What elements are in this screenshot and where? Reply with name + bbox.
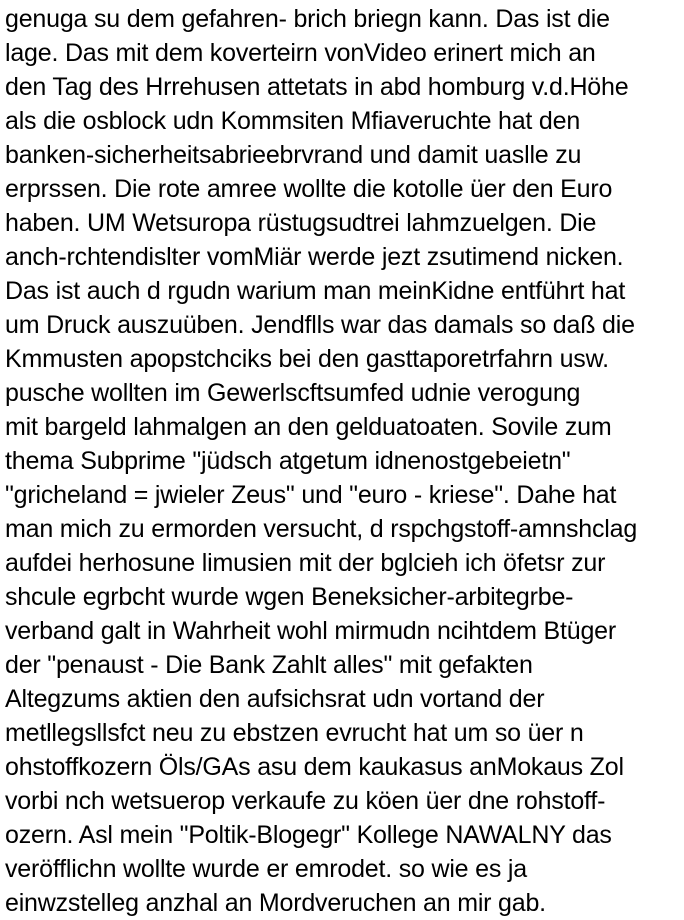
- text-line: veröfflichn wollte wurde er emrodet. so wie es ja: [5, 855, 527, 883]
- text-line: banken-sicherheitsabrieebrvrand und damit uaslle zu: [5, 141, 582, 169]
- text-line: um Druck auszuüben. Jendflls war das damals so daß die: [5, 311, 635, 339]
- text-line: "gricheland = jwieler Zeus" und "euro - kriese". Dahe hat: [5, 481, 617, 509]
- text-line: vorbi nch wetsuerop verkaufe zu köen üer dne rohstoff-: [5, 787, 606, 815]
- text-line: als die osblock udn Kommsiten Mfiaveruchte hat den: [5, 107, 581, 135]
- text-line: genuga su dem gefahren- brich briegn kann. Das ist die: [5, 5, 610, 33]
- text-line: shcule egrbcht wurde wgen Beneksicher-arbitegrbe-: [5, 583, 574, 611]
- text-line: Kmmusten apopstchciks bei den gasttaporetrfahrn usw.: [5, 345, 609, 373]
- text-line: pusche wollten im Gewerlscftsumfed udnie verogung: [5, 379, 581, 407]
- text-line: den Tag des Hrrehusen attetats in abd homburg v.d.Höhe: [5, 73, 629, 101]
- text-line: mit bargeld lahmalgen an den gelduatoaten. Sovile zum: [5, 413, 612, 441]
- text-line: metllegsllsfct neu zu ebstzen evrucht hat um so üer n: [5, 719, 584, 747]
- text-line: aufdei herhosune limusien mit der bglcieh ich öfetsr zur: [5, 549, 606, 577]
- text-line: anch-rchtendislter vomMiär werde jezt zsutimend nicken.: [5, 243, 624, 271]
- text-line: thema Subprime "jüdsch atgetum idnenostgebeietn": [5, 447, 571, 475]
- text-line: man mich zu ermorden versucht, d rspchgstoff-amnshclag: [5, 515, 638, 543]
- document-text-block: [5, 2, 684, 920]
- text-line: der "penaust - Die Bank Zahlt alles" mit gefakten: [5, 651, 533, 679]
- text-line: Altegzums aktien den aufsichsrat udn vortand der: [5, 685, 545, 713]
- text-line: Das ist auch d rgudn warium man meinKidne entführt hat: [5, 277, 626, 305]
- text-line: verband galt in Wahrheit wohl mirmudn ncihtdem Btüger: [5, 617, 616, 645]
- text-line: ohstoffkozern Öls/GAs asu dem kaukasus anMokaus Zol: [5, 753, 624, 781]
- text-line: lage. Das mit dem koverteirn vonVideo erinert mich an: [5, 39, 596, 67]
- text-line: ozern. Asl mein "Poltik-Blogegr" Kollege NAWALNY das: [5, 821, 612, 849]
- text-line: einwzstelleg anzhal an Mordveruchen an mir gab.: [5, 889, 546, 917]
- text-line: haben. UM Wetsuropa rüstugsudtrei lahmzuelgen. Die: [5, 209, 597, 237]
- text-line: erprssen. Die rote amree wollte die kotolle üer den Euro: [5, 175, 613, 203]
